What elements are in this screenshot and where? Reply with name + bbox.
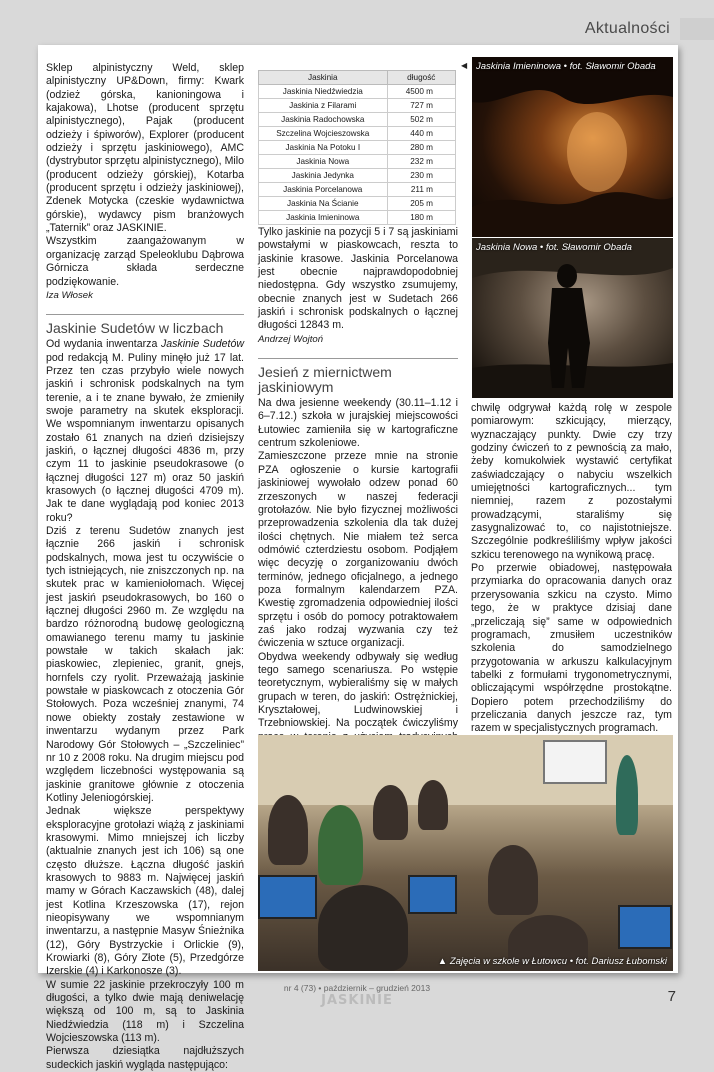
paragraph: Obydwa weekendy odbywały się według tego samego scenariusza. Po wstępie teoretycznym, wybieraliśmy się w małych grupach w teren, do jaskiń: Ostrężnickiej, Kryształowej, Ludwinowskiej i Trzebniowskiej. Na początek ćwiczyliśmy <box>258 650 458 730</box>
paragraph: Pierwsza dziesiątka najdłuższych sudeckich jaskiń wygląda następująco: <box>46 1045 244 1071</box>
cave-illustration <box>472 238 673 398</box>
table-header: Jaskinia <box>259 71 388 85</box>
cave-photo-imieninowa <box>472 57 673 237</box>
section-header <box>585 16 714 42</box>
paragraph: Jednak większe perspektywy eksploracyjne grotołazi wiążą z jaskiniami krasowymi. Mimo mniejszej ich liczby (aktualnie znanych jest ich 106) są one często dłuższe. Łączna długość jaskiń krasowych to 9883 m. Najwięcej jaskiń mamy w Górach Kaczawskich (48), dalej jest Kotlina Krzeszowska (17), rejon nieopisywany we wspomnianym inwentarzu, a następnie Masyw Śnieżnika (12), Góry Bystrzyckie i Orlickie (9), Krowiarki (8), Góry Złote (5), Przedgórze Izerskie (4) i Karkonosze (3). <box>46 805 244 978</box>
section-heading: Jesień z miernictwem jaskiniowym <box>258 358 458 395</box>
table-row: Jaskinia Na Potoku I 280 m <box>259 141 456 155</box>
cave-length-table <box>258 70 456 225</box>
projection-screen <box>543 740 607 784</box>
section-title: Aktualności <box>584 20 670 37</box>
paragraph: chwilę odgrywał każdą rolę w zespole pomiarowym: szkicujący, mierzący, wyznaczający punkty. Dwie czy trzy godziny ćwiczeń to z pewnością za mało, żeby komukolwiek wystawić certyfikat zaświadczający o nabyciu wszelkich umiejętności kartograficznych... tym niemniej, razem z pozostałymi prowadzącymi, staraliśmy się zasygnalizować to, co najistotniejsze. Szczególnie podkreśliliśmy wpływ jakości szkicu terenowego na wynikową pracę. <box>471 402 672 561</box>
paragraph: Dziś z terenu Sudetów znanych jest łącznie 266 jaskiń i schronisk podskalnych, mowa jest tu oczywiście o tych istniejących, nie zniszczonych np. na skutek prac w kamieniołomach. Więcej jest jaskiń pseudokrasowych, bo 160 o łącznej długości 2960 m. Ze względu na bardzo różnorodną budowę geologiczną omawianego terenu mamy tu jaskinie powstałe w takich skałach jak: piaskowiec, zlepieniec, granit, gnejs, hornfels czy ryolit. Przeważają jaskinie powstałe w piaskowcach z otoczenia Gór Stołowych. Poza wcześniej znanymi, 74 nowe obiekty zostały zestawione w inwentarzu wydanym przez Park Narodowy Gór Stołowych – „Szczeliniec” nr 10 z 2008 roku. Na drugim miejscu pod względem liczebności występowania są jaskinie granitowe głównie z otoczenia Kotliny Jeleniogórskiej. <box>46 525 244 804</box>
column-1 <box>46 62 244 1072</box>
table-row: Jaskinia Radochowska 502 m <box>259 113 456 127</box>
laptop-screen <box>618 905 672 949</box>
table-row: Jaskinia z Filarami 727 m <box>259 99 456 113</box>
table-row: Jaskinia Porcelanowa 211 m <box>259 183 456 197</box>
table-row: Jaskinia Imieninowa 180 m <box>259 211 456 225</box>
table-row: Jaskinia Niedźwiedzia 4500 m <box>259 85 456 99</box>
section-marker <box>680 18 714 40</box>
table-row: Jaskinia Jedynka 230 m <box>259 169 456 183</box>
person-figure <box>268 795 308 865</box>
paragraph: Sklep alpinistyczny Weld, sklep alpinistyczny UP&Down, firmy: Kwark (odzież górska, kanioningowa i kajakowa), Lhotse (producent sprzętu alpinistycznego), Pajak (producent odzieży i śpiworów), Explorer (producent odzieży i sprzętu jaskiniowego), AMC (dystrybutor sprzętu alpinistycznego), Milo (producent odzieży górskiej), Kotarba (producent sprzętu i odzieży jaskiniowej), Zdenek Motycka (czeskie wydawnictwa górskie), wydawcy pism branżowych „Taternik” oraz JASKINIE. <box>46 62 244 235</box>
photo-caption: Jaskinia Imieninowa • fot. Sławomir Obada <box>476 61 656 72</box>
table-row: Jaskinia Na Ścianie 205 m <box>259 197 456 211</box>
author-signature: Iza Włosek <box>46 289 93 301</box>
page-footer <box>0 983 714 1008</box>
author-signature: Andrzej Wojtoń <box>258 333 324 345</box>
column-2 <box>258 226 458 771</box>
paragraph: Zamieszczone przeze mnie na stronie PZA ogłoszenie o kursie kartografii jaskiniowej wywołało odzew ponad 60 zrzeszonych w naszej federacji grotołazów. Nie było fizycznej możliwości przeprowadzenia szkolenia dla tak dużej ilości chętnych. Nie miałem też serca odmówić czterdziestu osobom. Podjąłem więc decyzję o zorganizowaniu dwóch terminów, jednego oficjalnego, a jednego poza formalnym kalendarzem PZA. Kwestię zgromadzenia odpowiedniej ilości sprzętu i osób do pomocy potraktowałem zaś jako rodzaj wyzwania czy też ćwiczenia w sztuce organizacji. <box>258 450 458 650</box>
person-figure <box>373 785 408 840</box>
table-row: Jaskinia Nowa 232 m <box>259 155 456 169</box>
paragraph: W sumie 22 jaskinie przekroczyły 100 m długości, a tylko dwie mają deniwelację większą od 100 m, są to Jaskinia Niedźwiedzia (118 m) i Szczelina Wojcieszowska (113 m). <box>46 978 244 1045</box>
page-number: 7 <box>667 988 676 1005</box>
instructor-figure <box>616 755 638 835</box>
paragraph: Po przerwie obiadowej, następowała przymiarka do opracowania danych oraz przerysowania szkicu na czysto. Mimo tego, że w praktyce dzisiaj dane „przeliczają się” same w odpowiednich programach, zmusiłem uczestników szkolenia do samodzielnego przygotowania w arkuszu kalkulacyjnym tabelki z formułami trygonometrycznymi, obliczającymi współrzędne prostokątne. Dopiero potem przechodziliśmy do przeliczania danych jeszcze raz, tym razem w specjalistycznych programach. <box>471 562 672 735</box>
issue-info: nr 4 (73) • październik – grudzień 2013 <box>283 983 431 993</box>
cave-illustration <box>472 57 673 237</box>
photo-caption: Jaskinia Nowa • fot. Sławomir Obada <box>476 242 632 253</box>
person-figure <box>318 885 408 971</box>
room-wall <box>258 735 673 805</box>
laptop-screen <box>258 875 317 919</box>
person-figure <box>318 805 363 885</box>
person-figure <box>418 780 448 830</box>
paragraph: Wszystkim zaangażowanym w organizację zarząd Speleoklubu Dąbrowa Górnicza składa serdeczne podziękowanie. <box>46 235 244 288</box>
caption-pointer-icon: ◀ <box>461 61 468 70</box>
classroom-photo <box>258 735 673 971</box>
section-heading: Jaskinie Sudetów w liczbach <box>46 314 244 336</box>
column-3 <box>471 402 672 736</box>
paragraph: Od wydania inwentarza Jaskinie Sudetów pod redakcją M. Puliny minęło już 17 lat. Przez ten czas przybyło wiele nowych jaskiń i schronisk podskalnych na tym terenie, a i te znane bywało, że zmieniły swoje parametry na skutek eksploracji. We wspomnianym inwentarzu opisanych zostało 61 znanych na dzień dzisiejszy jaskiń, o łącznej długości 4836 m, przy czym 11 to jaskinie pseudokrasowe (o łącznej długości 127 m) oraz 50 jaskiń krasowych (o łącznej długości 4709 m). Jak te dane wyglądają pod koniec 2013 roku? <box>46 338 245 524</box>
paragraph: Na dwa jesienne weekendy (30.11–1.12 i 6–7.12.) szkoła w jurajskiej miejscowości Łutowiec zamieniła się w kartograficzne centrum szkoleniowe. <box>258 397 458 450</box>
photo-caption: ▲ Zajęcia w szkole w Łutowcu • fot. Dariusz Łubomski <box>437 956 667 967</box>
paragraph: Tylko jaskinie na pozycji 5 i 7 są jaskiniami powstałymi w piaskowcach, reszta to jaskinie krasowe. Jaskinia Porcelanowa jest obecnie najprawdopodobniej niedostępna. Gdy wszystko zsumujemy, obecnie znanych jest w Sudetach 266 jaskiń i schronisk podskalnych o łącznej długości 12843 m. <box>258 226 458 332</box>
person-figure <box>488 845 538 915</box>
laptop-screen <box>408 875 457 914</box>
magazine-logo: JASKINIE <box>321 993 393 1008</box>
table-header: długość <box>387 71 455 85</box>
table-row: Szczelina Wojcieszowska 440 m <box>259 127 456 141</box>
cave-photo-nowa <box>472 238 673 398</box>
